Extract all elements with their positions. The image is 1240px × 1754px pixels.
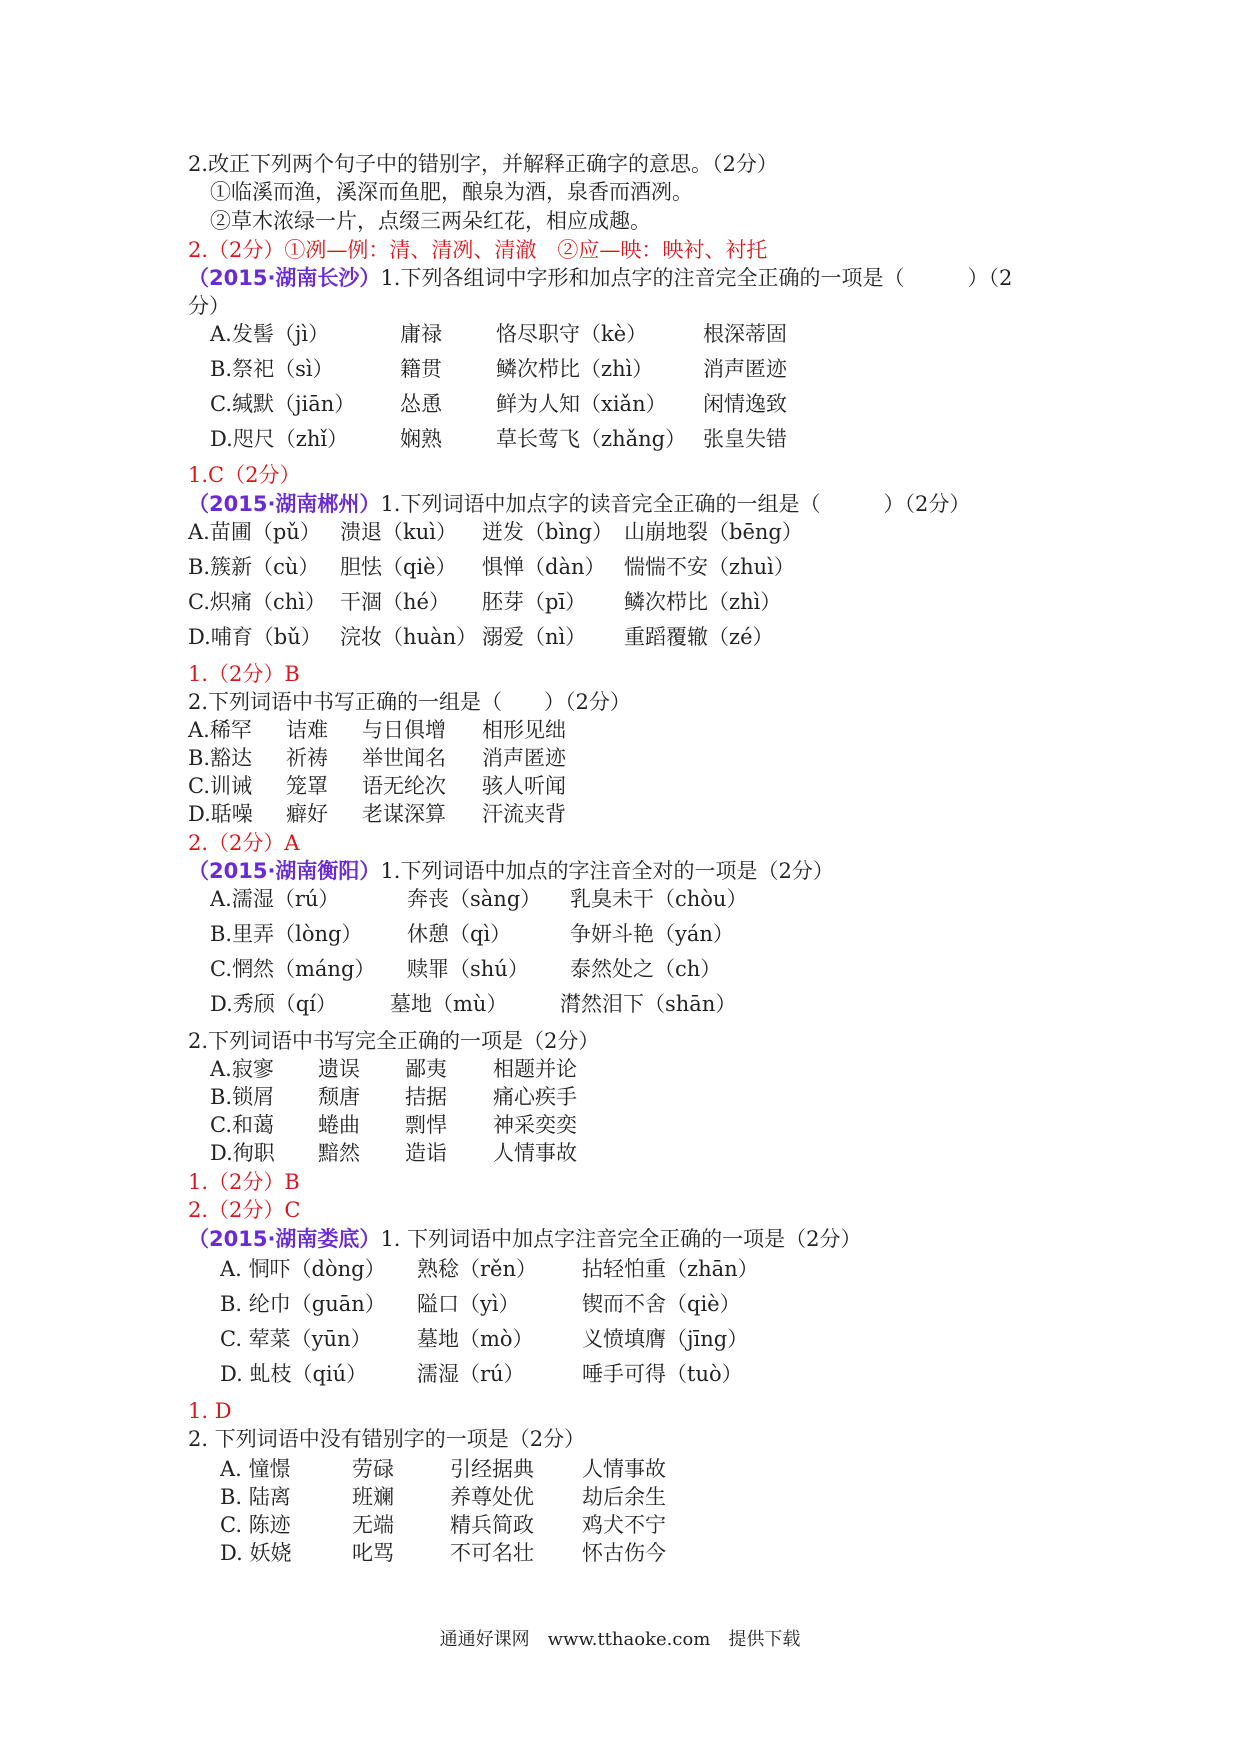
line-text: B.锁屑	[210, 1085, 275, 1109]
line-text: 1. D	[188, 1399, 232, 1423]
line-text: 引经据典	[450, 1457, 534, 1481]
line-text: 张皇失错	[703, 427, 787, 451]
line-text: 鄙夷	[405, 1057, 447, 1081]
line-text: 赎罪（shú）	[407, 957, 529, 981]
line-text: 颓唐	[318, 1085, 360, 1109]
line-text: 相题并论	[493, 1057, 577, 1081]
line-text: 惧惮（dàn）	[482, 555, 606, 579]
line-text: 笼罩	[286, 774, 328, 798]
line-text: 举世闻名	[362, 746, 446, 770]
line-text: 墓地（mò）	[417, 1327, 534, 1351]
line-text: D.咫尺（zhǐ）	[210, 427, 349, 451]
line-text: 老谋深算	[362, 802, 446, 826]
line-text: 相形见绌	[482, 718, 566, 742]
line-text: 休憩（qì）	[407, 922, 512, 946]
line-text: 2.（2分）①冽—例：清、清冽、清澈 ②应—映：映衬、衬托	[188, 238, 768, 262]
line-text: 唾手可得（tuò）	[582, 1362, 743, 1386]
line-text: 剽悍	[405, 1113, 447, 1137]
line-text: 庸禄	[400, 322, 442, 346]
source-label: （2015·湖南郴州）	[188, 492, 381, 516]
line-text: 消声匿迹	[703, 357, 787, 381]
line-text: B.豁达	[188, 746, 253, 770]
line-text: 1.下列词语中加点的字注音全对的一项是（2分）	[380, 859, 834, 883]
line-text: 怀古伤今	[582, 1541, 666, 1565]
line-text: 濡湿（rú）	[417, 1362, 525, 1386]
line-text: B.里弄（lòng）	[210, 922, 363, 946]
line-text: 1.（2分）B	[188, 662, 300, 686]
line-text: 鸡犬不宁	[582, 1513, 666, 1537]
text-line	[210, 207, 651, 235]
line-text: 乳臭未干（chòu）	[570, 887, 748, 911]
source-label: （2015·湖南长沙）	[188, 266, 381, 290]
line-text: D.秀颀（qí）	[210, 992, 337, 1016]
line-text: A.稀罕	[188, 718, 252, 742]
line-text: 人情事故	[493, 1141, 577, 1165]
line-text: 2. 下列词语中没有错别字的一项是（2分）	[188, 1427, 586, 1451]
line-text: 闲情逸致	[703, 392, 787, 416]
line-text: D.哺育（bǔ）	[188, 625, 322, 649]
line-text: A. 恫吓（dòng）	[220, 1257, 386, 1281]
line-text: 熟稔（rěn）	[417, 1257, 537, 1281]
line-text: 胚芽（pī）	[482, 590, 587, 614]
line-text: C.炽痛（chì）	[188, 590, 326, 614]
line-text: 无端	[352, 1513, 394, 1537]
line-text: 义愤填膺（jīng）	[582, 1327, 749, 1351]
line-text: 1.（2分）B	[188, 1170, 300, 1194]
line-text: B. 纶巾（guān）	[220, 1292, 386, 1316]
text-line	[188, 1425, 585, 1453]
line-text: 墓地（mù）	[390, 992, 508, 1016]
line-text: B. 陆离	[220, 1485, 291, 1509]
line-text: D. 虬枝（qiú）	[220, 1362, 368, 1386]
line-text: 汗流夹背	[482, 802, 566, 826]
line-text: D.聒噪	[188, 802, 253, 826]
text-line	[188, 150, 778, 178]
line-text: 争妍斗艳（yán）	[570, 922, 734, 946]
text-line	[188, 461, 300, 489]
line-text: 造诣	[405, 1141, 447, 1165]
line-text: 不可名壮	[450, 1541, 534, 1565]
line-text: A.苗圃（pǔ）	[188, 520, 321, 544]
line-text: 人情事故	[582, 1457, 666, 1481]
line-text: ①临溪而渔，溪深而鱼肥，酿泉为酒，泉香而酒冽。	[210, 180, 693, 204]
text-line	[188, 688, 631, 716]
text-line	[188, 292, 230, 320]
line-text: 2.下列词语中书写完全正确的一项是（2分）	[188, 1029, 600, 1053]
line-text: 惴惴不安（zhuì）	[624, 555, 795, 579]
line-text: 胆怯（qiè）	[340, 555, 457, 579]
line-text: 班斓	[352, 1485, 394, 1509]
text-line	[188, 236, 767, 264]
line-text: 怂恿	[400, 392, 442, 416]
line-text: A.发髻（jì）	[210, 322, 330, 346]
line-text: 与日俱增	[362, 718, 446, 742]
line-text: B.祭祀（sì）	[210, 357, 334, 381]
line-text: 潸然泪下（shān）	[560, 992, 737, 1016]
line-text: 娴熟	[400, 427, 442, 451]
source-label: （2015·湖南衡阳）	[188, 859, 381, 883]
line-text: 叱骂	[352, 1541, 394, 1565]
line-text: 重蹈覆辙（zé）	[624, 625, 774, 649]
line-text: 草长莺飞（zhǎng）	[496, 427, 687, 451]
line-text: D.徇职	[210, 1141, 275, 1165]
line-text: 2.（2分）A	[188, 831, 300, 855]
text-line	[188, 1397, 232, 1425]
line-text: C. 荤菜（yūn）	[220, 1327, 372, 1351]
line-text: 鳞次栉比（zhì）	[496, 357, 654, 381]
line-text: B.簇新（cù）	[188, 555, 320, 579]
line-text: 黯然	[318, 1141, 360, 1165]
source-label: （2015·湖南娄底）	[188, 1227, 381, 1251]
line-text: 2.改正下列两个句子中的错别字，并解释正确字的意思。（2分）	[188, 152, 778, 176]
line-text: 分）	[188, 294, 230, 318]
line-text: ②草木浓绿一片，点缀三两朵红花，相应成趣。	[210, 209, 651, 233]
line-text: 癖好	[286, 802, 328, 826]
line-text: C.缄默（jiān）	[210, 392, 356, 416]
line-text: 奔丧（sàng）	[407, 887, 542, 911]
line-text: D. 妖娆	[220, 1541, 292, 1565]
text-line	[188, 1196, 300, 1224]
line-text: 2.下列词语中书写正确的一组是（ ）（2分）	[188, 690, 631, 714]
text-line	[188, 490, 970, 518]
line-text: C.和蔼	[210, 1113, 274, 1137]
line-text: 养尊处优	[450, 1485, 534, 1509]
text-line	[188, 264, 1012, 292]
line-text: 劳碌	[352, 1457, 394, 1481]
line-text: 锲而不舍（qiè）	[582, 1292, 741, 1316]
line-text: 祈祷	[286, 746, 328, 770]
line-text: 拈轻怕重（zhān）	[582, 1257, 759, 1281]
line-text: 籍贯	[400, 357, 442, 381]
line-text: A. 憧憬	[220, 1457, 291, 1481]
text-line	[188, 857, 834, 885]
text-line	[188, 1225, 862, 1253]
line-text: 鳞次栉比（zhì）	[624, 590, 782, 614]
line-text: 劫后余生	[582, 1485, 666, 1509]
line-text: 精兵简政	[450, 1513, 534, 1537]
line-text: 蜷曲	[318, 1113, 360, 1137]
line-text: 鲜为人知（xiǎn）	[496, 392, 667, 416]
line-text: A.濡湿（rú）	[210, 887, 340, 911]
line-text: C.训诫	[188, 774, 252, 798]
line-text: 神采奕奕	[493, 1113, 577, 1137]
line-text: 迸发（bìng）	[482, 520, 614, 544]
line-text: 恪尽职守（kè）	[496, 322, 648, 346]
line-text: 语无纶次	[362, 774, 446, 798]
line-text: 1.C（2分）	[188, 463, 301, 487]
line-text: 浣妆（huàn）	[340, 625, 478, 649]
line-text: C.惘然（máng）	[210, 957, 376, 981]
line-text: 遗误	[318, 1057, 360, 1081]
line-text: 1.下列各组词中字形和加点字的注音完全正确的一项是（ ）（2	[380, 266, 1013, 290]
line-text: 诘难	[286, 718, 328, 742]
line-text: 骇人听闻	[482, 774, 566, 798]
text-line	[188, 660, 300, 688]
text-line	[188, 1027, 599, 1055]
line-text: 2.（2分）C	[188, 1198, 301, 1222]
line-text: A.寂寥	[210, 1057, 274, 1081]
line-text: 1.下列词语中加点字的读音完全正确的一组是（ ）（2分）	[380, 492, 971, 516]
line-text: 消声匿迹	[482, 746, 566, 770]
line-text: C. 陈迹	[220, 1513, 291, 1537]
text-line	[210, 178, 693, 206]
line-text: 拮据	[405, 1085, 447, 1109]
line-text: 1. 下列词语中加点字注音完全正确的一项是（2分）	[380, 1227, 862, 1251]
text-line	[188, 1168, 300, 1196]
text-line	[188, 829, 300, 857]
line-text: 根深蒂固	[703, 322, 787, 346]
line-text: 溺爱（nì）	[482, 625, 587, 649]
line-text: 山崩地裂（bēng）	[624, 520, 803, 544]
line-text: 溃退（kuì）	[340, 520, 457, 544]
line-text: 隘口（yì）	[417, 1292, 520, 1316]
page-footer: 通通好课网 www.tthaoke.com 提供下载	[439, 1629, 801, 1650]
line-text: 干涸（hé）	[340, 590, 450, 614]
line-text: 泰然处之（ch）	[570, 957, 722, 981]
line-text: 痛心疾手	[493, 1085, 577, 1109]
